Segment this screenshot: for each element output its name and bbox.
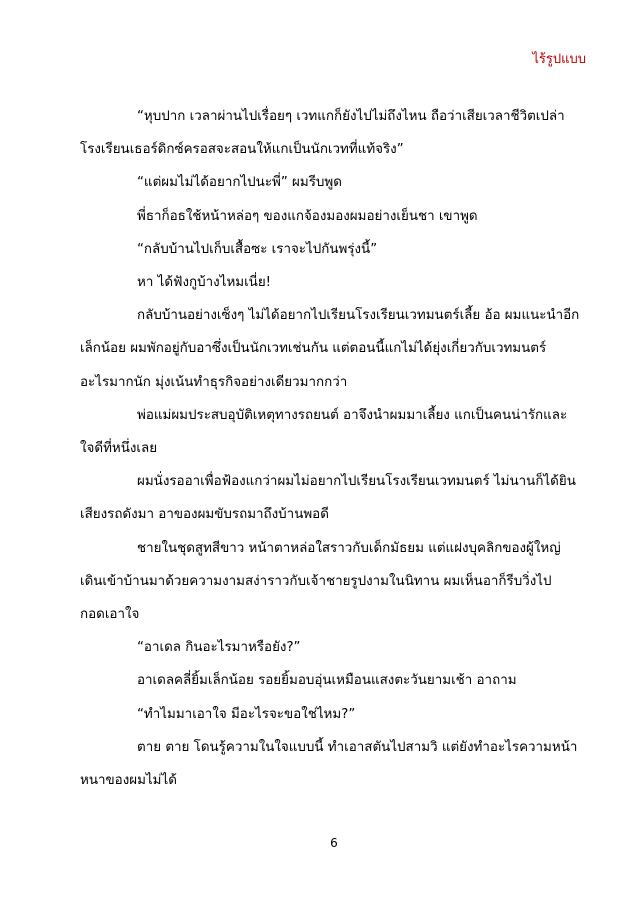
- text-line: ใจดีที่หนึ่งเลย: [80, 441, 158, 457]
- text-line: เดินเข้าบ้านมาด้วยความงามสง่าราวกับเจ้าชายรูปงามในนิทาน ผมเห็นอาก็รีบวิ่งไป: [80, 573, 552, 589]
- text-line: พ่อแม่ผมประสบอุบัติเหตุทางรถยนต์ อาจึงนำผมมาเลี้ยง แกเป็นคนน่ารักและ: [137, 407, 568, 423]
- text-line: “ทำไมมาเอาใจ มีอะไรจะขอใช่ไหม?”: [137, 706, 356, 722]
- text-line: “แต่ผมไม่ได้อยากไปนะพี่” ผมรีบพูด: [137, 175, 342, 191]
- text-line: หนาของผมไม่ได้: [80, 773, 177, 789]
- text-line: เล็กน้อย ผมพักอยู่กับอาซึ่งเป็นนักเวทเช่นกัน แต่ตอนนี้แกไม่ได้ยุ่งเกี่ยวกับเวทมนตร์: [80, 341, 547, 357]
- text-line: กลับบ้านอย่างเซ็งๆ ไม่ได้อยากไปเรียนโรงเรียนเวทมนตร์เลี้ย อ้อ ผมแนะนำอีก: [137, 308, 580, 324]
- running-header-title: ไร้รูปแบบ: [532, 52, 586, 67]
- page-number: 6: [330, 836, 338, 850]
- text-line: เสียงรถดังมา อาของผมขับรถมาถึงบ้านพอดี: [80, 507, 329, 523]
- text-line: หา ได้ฟังกูบ้างไหมเนี่ย!: [137, 275, 272, 291]
- text-line: พี่ธาก็อธใช้หน้าหล่อๆ ของแกจ้องมองผมอย่างเย็นชา เขาพูด: [137, 208, 478, 224]
- text-line: อาเดลคลี่ยิ้มเล็กน้อย รอยยิ้มอบอุ่นเหมือนแสงตะวันยามเช้า อาถาม: [137, 673, 517, 689]
- text-line: “หุบปาก เวลาผ่านไปเรื่อยๆ เวทแกก็ยังไปไม่ถึงไหน ถือว่าเสียเวลาชีวิตเปล่า: [137, 109, 565, 124]
- text-line: อะไรมากนัก มุ่งเน้นทำธุรกิจอย่างเดียวมากกว่า: [80, 374, 348, 390]
- text-line: ตาย ตาย โดนรู้ความในใจแบบนี้ ทำเอาสตันไปสามวิ แต่ยังทำอะไรความหน้า: [137, 739, 578, 755]
- text-line: “อาเดล กินอะไรมาหรือยัง?”: [137, 640, 301, 656]
- text-line: โรงเรียนเธอร์ดิกซ์ครอสจะสอนให้แกเป็นนักเวทที่แท้จริง”: [80, 142, 404, 158]
- body-text: [80, 100, 586, 797]
- text-line: กอดเอาใจ: [80, 607, 140, 623]
- text-line: ชายในชุดสูทสีขาว หน้าตาหล่อใสราวกับเด็กมัธยม แต่แฝงบุคลิกของผู้ใหญ่: [137, 540, 561, 556]
- text-line: ผมนั่งรออาเพื่อฟ้องแกว่าผมไม่อยากไปเรียนโรงเรียนเวทมนตร์ ไม่นานก็ได้ยิน: [137, 474, 576, 490]
- text-line: “กลับบ้านไปเก็บเสื้อซะ เราจะไปกันพรุ่งนี้”: [137, 241, 378, 257]
